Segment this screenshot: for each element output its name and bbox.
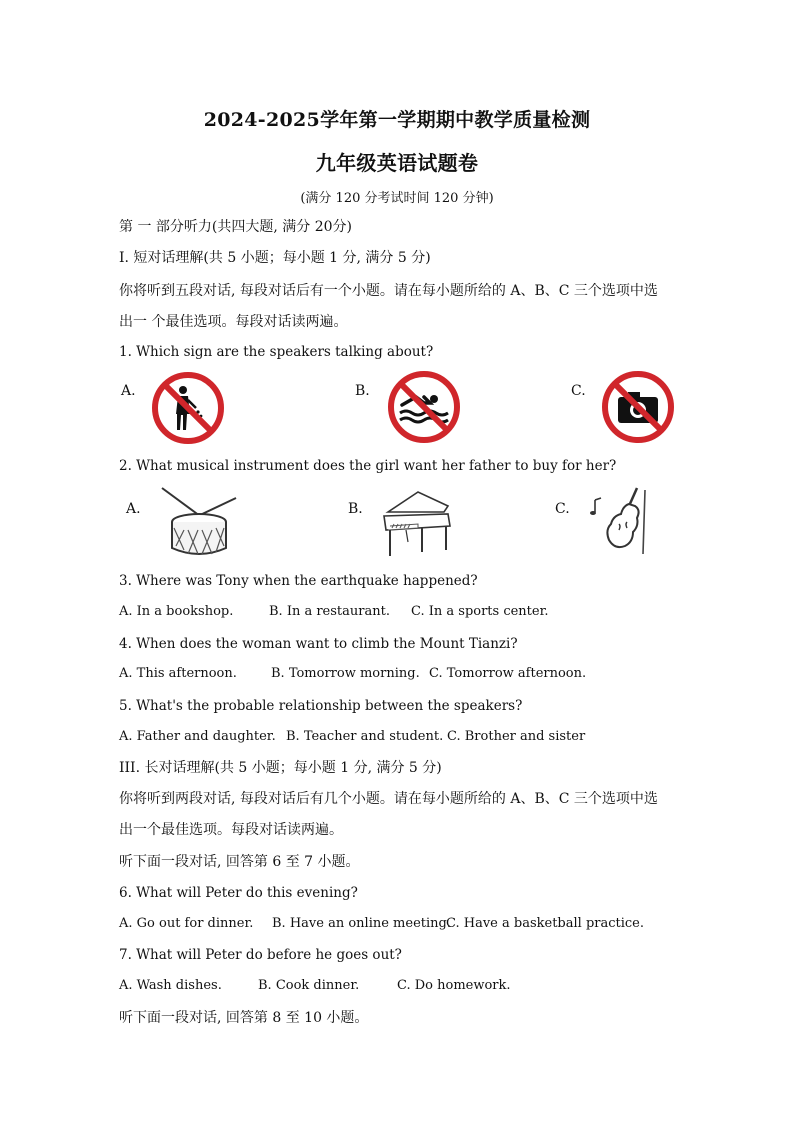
violin-icon [583,484,659,560]
q5-option-a: A. Father and daughter. [119,729,276,744]
q5-option-c: C. Brother and sister [447,729,586,744]
part1-heading: 第 一 部分听力(共四大题, 满分 20分) [119,219,352,235]
q2-option-b-label: B. [348,501,363,517]
no-swimming-sign-icon [384,369,464,445]
section3-instructions-line2: 出一个最佳选项。每段对话读两遍。 [119,822,343,838]
q4-option-c: C. Tomorrow afternoon. [429,666,587,681]
q7-option-b: B. Cook dinner. [258,978,360,993]
section1-heading: I. 短对话理解(共 5 小题；每小题 1 分, 满分 5 分) [119,250,431,266]
q1-option-b-label: B. [355,383,370,399]
q3-option-a: A. In a bookshop. [119,604,234,619]
q2-option-c-label: C. [555,501,570,517]
no-littering-sign-icon [150,370,228,446]
exam-title: 2024-2025学年第一学期期中教学质量检测 [203,109,591,131]
q6-option-b: B. Have an online meeting. [272,916,451,931]
section3-instructions-line1: 你将听到两段对话, 每段对话后有几个小题。请在每小题所给的 A、B、C 三个选项中选 [119,791,658,807]
q1-option-c-label: C. [571,383,586,399]
q1-option-a-label: A. [121,383,136,399]
section1-instructions-line2: 出一 个最佳选项。每段对话读两遍。 [119,314,348,330]
question-5: 5. What's the probable relationship between the speakers? [119,698,523,714]
question-7: 7. What will Peter do before he goes out? [119,947,402,963]
q7-option-c: C. Do homework. [397,978,511,993]
exam-subtitle: 九年级英语试题卷 [315,151,479,175]
q4-option-a: A. This afternoon. [119,666,237,681]
question-1: 1. Which sign are the speakers talking about? [119,344,434,360]
q6-option-a: A. Go out for dinner. [119,916,254,931]
q3-option-b: B. In a restaurant. [269,604,390,619]
exam-note: (满分 120 分考试时间 120 分钟) [300,191,494,206]
question-3: 3. Where was Tony when the earthquake happened? [119,573,478,589]
piano-icon [378,486,456,562]
q5-option-b: B. Teacher and student. [286,729,444,744]
q4-option-b: B. Tomorrow morning. [271,666,420,681]
dialogue-group-1: 听下面一段对话, 回答第 6 至 7 小题。 [119,854,360,870]
q3-option-c: C. In a sports center. [411,604,549,619]
question-2: 2. What musical instrument does the girl want her father to buy for her? [119,458,617,474]
drum-icon [158,484,240,560]
question-4: 4. When does the woman want to climb the Mount Tianzi? [119,636,518,652]
no-photography-sign-icon [598,369,678,445]
section1-instructions-line1: 你将听到五段对话, 每段对话后有一个小题。请在每小题所给的 A、B、C 三个选项中选 [119,283,658,299]
q6-option-c: C. Have a basketball practice. [446,916,645,931]
dialogue-group-2: 听下面一段对话, 回答第 8 至 10 小题。 [119,1010,369,1026]
question-6: 6. What will Peter do this evening? [119,885,358,901]
q7-option-a: A. Wash dishes. [119,978,222,993]
section3-heading: III. 长对话理解(共 5 小题；每小题 1 分, 满分 5 分) [119,760,442,776]
q2-option-a-label: A. [126,501,141,517]
